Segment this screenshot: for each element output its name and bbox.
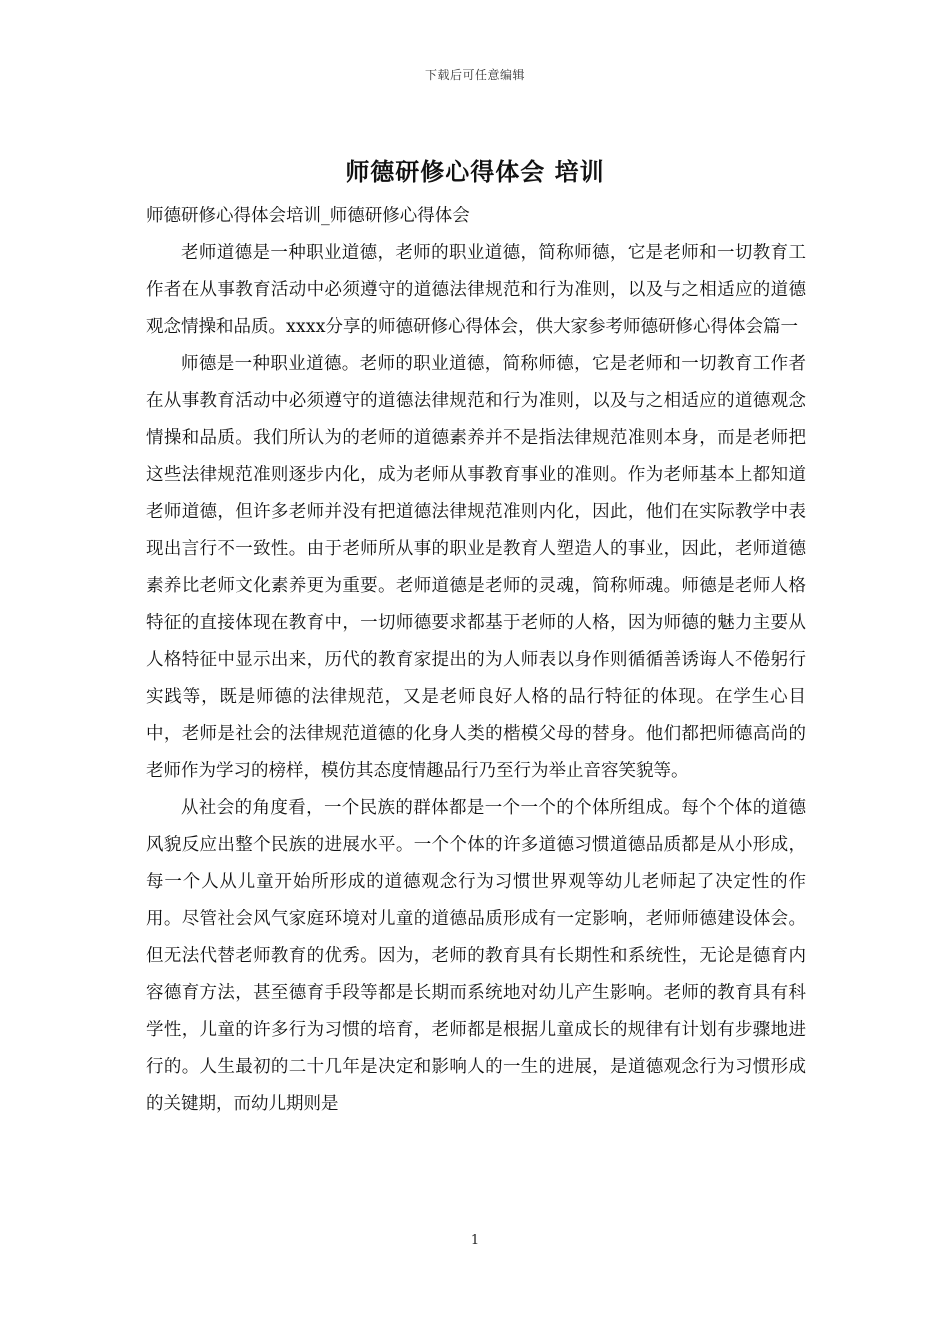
paragraph-3: 从社会的角度看，一个民族的群体都是一个一个的个体所组成。每个个体的道德风貌反应出整个民族的进展水平。一个个体的许多道德习惯道德品质都是从小形成，每一个人从儿童开始所形成的道德观念行为习惯世界观等幼儿老师起了决定性的作用。尽管社会风气家庭环境对儿童的道德品质形成有一定影响，老师师德建设体会。但无法代替老师教育的优秀。因为，老师的教育具有长期性和系统性，无论是德育内容德育方法，甚至德育手段等都是长期而系统地对幼儿产生影响。老师的教育具有科学性，儿童的许多行为习惯的培育，老师都是根据儿童成长的规律有计划有步骤地进行的。人生最初的二十几年是决定和影响人的一生的进展，是道德观念行为习惯形成的关键期，而幼儿期则是 (146, 798, 806, 1114)
header-note: 下载后可任意编辑 (424, 68, 525, 82)
page-number: 1 (470, 1233, 480, 1248)
paragraph-1: 老师道德是一种职业道德，老师的职业道德，简称师德，它是老师和一切教育工作者在从事教育活动中必须遵守的道德法律规范和行为准则，以及与之相适应的道德观念情操和品质。xxxx分享的师德研修心得体会，供大家参考师德研修心得体会篇一 (146, 243, 806, 337)
paragraph-2: 师德是一种职业道德。老师的职业道德，简称师德，它是老师和一切教育工作者在从事教育活动中必须遵守的道德法律规范和行为准则，以及与之相适应的道德观念情操和品质。我们所认为的老师的道德素养并不是指法律规范准则本身，而是老师把这些法律规范准则逐步内化，成为老师从事教育事业的准则。作为老师基本上都知道老师道德，但许多老师并没有把道德法律规范准则内化，因此，他们在实际教学中表现出言行不一致性。由于老师所从事的职业是教育人塑造人的事业，因此，老师道德素养比老师文化素养更为重要。老师道德是老师的灵魂，简称师魂。师德是老师人格特征的直接体现在教育中，一切师德要求都基于老师的人格，因为师德的魅力主要从人格特征中显示出来，历代的教育家提出的为人师表以身作则循循善诱诲人不倦躬行实践等，既是师德的法律规范，又是老师良好人格的品行特征的体现。在学生心目中，老师是社会的法律规范道德的化身人类的楷模父母的替身。他们都把师德高尚的老师作为学习的榜样，模仿其态度情趣品行乃至行为举止音容笑貌等。 (146, 354, 806, 781)
document-body (146, 198, 806, 1123)
document-title: 师德研修心得体会 培训 (345, 157, 605, 186)
document-subtitle: 师德研修心得体会培训_师德研修心得体会 (146, 206, 470, 226)
